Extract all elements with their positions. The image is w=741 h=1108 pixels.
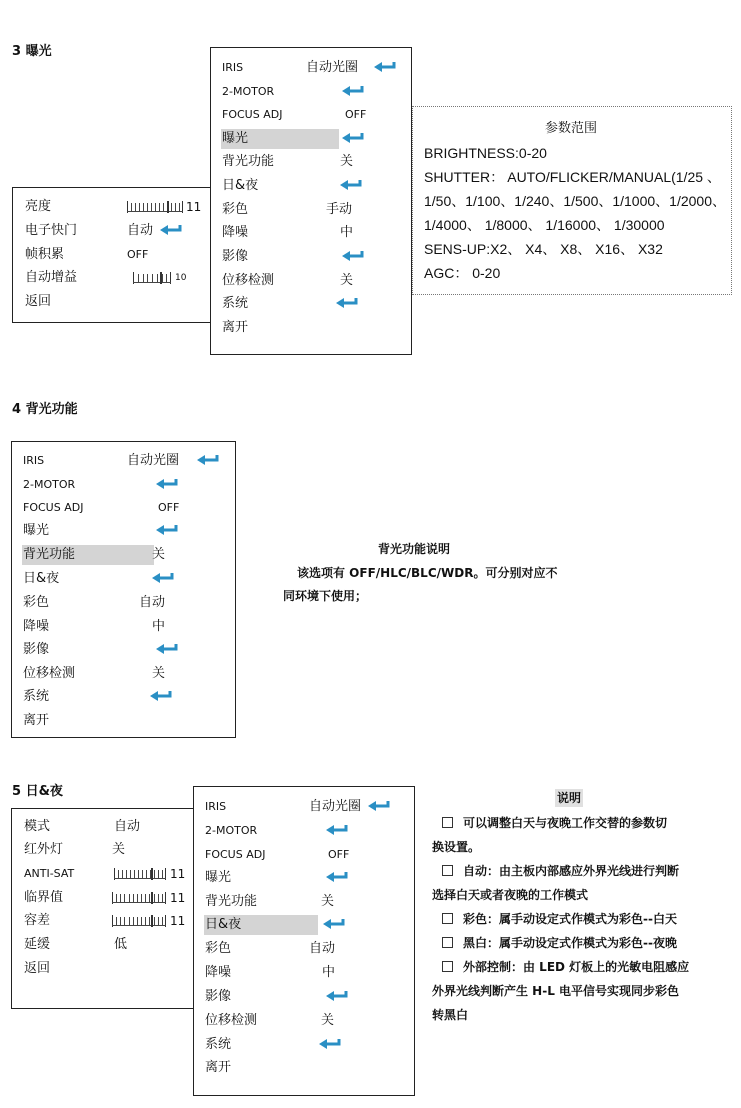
submenu-item-ir-led[interactable]: 红外灯 关 [24, 842, 126, 857]
submenu-item-tolerance[interactable]: 容差 11 [24, 913, 186, 928]
menu-item-focus-adj[interactable]: FOCUS ADJ OFF [205, 848, 350, 861]
notes-title: 说明 [557, 791, 582, 805]
menu-item-exposure[interactable]: 曝光 [222, 129, 402, 149]
menu-item-system[interactable]: 系统 [205, 1035, 405, 1055]
checkbox-icon [442, 913, 453, 924]
menu-item-exit[interactable]: 离开 [23, 713, 50, 728]
menu-item-noise-reduction[interactable]: 降噪 中 [205, 965, 336, 980]
enter-arrow-icon [341, 249, 367, 261]
backlight-desc-line1: 该选项有 OFF/HLC/BLC/WDR。可分别对应不 [297, 566, 558, 580]
checkbox-icon [442, 937, 453, 948]
enter-arrow-icon [325, 823, 351, 835]
note-line: 选择白天或者夜晚的工作模式 [432, 888, 589, 902]
menu-item-exposure[interactable]: 曝光 [23, 521, 223, 541]
parameter-range-box [412, 106, 732, 295]
submenu-item-return[interactable]: 返回 [25, 294, 52, 309]
enter-arrow-icon [373, 60, 399, 72]
menu-item-motion-detect[interactable]: 位移检测 关 [222, 273, 354, 288]
submenu-item-return[interactable]: 返回 [24, 961, 51, 976]
menu-item-exit[interactable]: 离开 [222, 320, 249, 335]
note-line: 转黑白 [432, 1008, 469, 1022]
submenu-item-frame-accum[interactable]: 帧积累 OFF [25, 247, 149, 262]
day-night-sub-menu [11, 808, 195, 1009]
enter-arrow-icon [339, 178, 365, 190]
menu-item-noise-reduction[interactable]: 降噪 中 [222, 225, 354, 240]
enter-arrow-icon [325, 870, 351, 882]
section-5-heading: 5 日&夜 [12, 784, 63, 799]
section-3-main-menu [210, 47, 412, 355]
enter-arrow-icon [155, 477, 181, 489]
submenu-item-brightness[interactable]: 亮度 11 [25, 199, 202, 214]
menu-item-image[interactable]: 影像 [205, 987, 405, 1007]
exposure-sub-menu [12, 187, 211, 323]
enter-arrow-icon [335, 296, 361, 308]
checkbox-icon [442, 961, 453, 972]
menu-item-motion-detect[interactable]: 位移检测 关 [23, 666, 166, 681]
menu-item-focus-adj[interactable]: FOCUS ADJ OFF [222, 108, 367, 121]
note-line: 彩色：属手动设定式作模式为彩色--白天 [442, 910, 677, 927]
menu-item-2-motor[interactable]: 2-MOTOR [222, 82, 402, 102]
enter-arrow-icon [155, 642, 181, 654]
menu-item-day-night[interactable]: 日&夜 [222, 176, 402, 196]
menu-item-backlight[interactable]: 背光功能 关 [23, 547, 166, 562]
checkbox-icon [442, 817, 453, 828]
submenu-item-mode[interactable]: 模式 自动 [24, 819, 141, 834]
parameter-range-text: BRIGHTNESS:0-20 SHUTTER： AUTO/FLICKER/MANUAL(1/25 、 1/50、1/100、1/240、1/500、1/1000、1/2000、 1/4000、 1/8000、 1/16000、 1/30000 SENS-UP:X2、 X4、 X8、 X16、 X32 AGC： 0-20 [424, 145, 726, 281]
menu-item-2-motor[interactable]: 2-MOTOR [205, 821, 405, 841]
slider-bar-icon[interactable] [114, 868, 166, 880]
note-line: 可以调整白天与夜晚工作交替的参数切 [442, 814, 667, 831]
submenu-item-delay[interactable]: 延缓 低 [24, 937, 128, 952]
menu-item-focus-adj[interactable]: FOCUS ADJ OFF [23, 501, 180, 514]
menu-item-iris[interactable]: IRIS 自动光圈 [222, 58, 402, 78]
enter-arrow-icon [367, 799, 393, 811]
note-line: 黑白：属手动设定式作模式为彩色--夜晚 [442, 934, 677, 951]
menu-item-backlight[interactable]: 背光功能 关 [222, 154, 354, 169]
menu-item-backlight[interactable]: 背光功能 关 [205, 894, 335, 909]
menu-item-day-night[interactable]: 日&夜 [23, 569, 223, 589]
enter-arrow-icon [322, 917, 348, 929]
menu-item-motion-detect[interactable]: 位移检测 关 [205, 1013, 335, 1028]
backlight-desc-title: 背光功能说明 [378, 542, 451, 556]
submenu-item-threshold[interactable]: 临界值 11 [24, 890, 186, 905]
parameter-range-title: 参数范围 [545, 121, 598, 136]
section-5-main-menu [193, 786, 415, 1096]
enter-arrow-icon [159, 223, 185, 235]
menu-item-color[interactable]: 彩色 自动 [205, 941, 336, 956]
enter-arrow-icon [341, 131, 367, 143]
menu-item-color[interactable]: 彩色 手动 [222, 202, 353, 217]
menu-item-exit[interactable]: 离开 [205, 1060, 232, 1075]
enter-arrow-icon [155, 523, 181, 535]
slider-bar-icon[interactable] [112, 915, 166, 927]
section-4-menu [11, 441, 236, 738]
slider-bar-icon[interactable] [133, 272, 171, 284]
menu-item-2-motor[interactable]: 2-MOTOR [23, 475, 223, 495]
menu-item-noise-reduction[interactable]: 降噪 中 [23, 619, 166, 634]
note-line: 自动：由主板内部感应外界光线进行判断 [442, 862, 679, 879]
enter-arrow-icon [318, 1037, 344, 1049]
enter-arrow-icon [196, 453, 222, 465]
menu-item-system[interactable]: 系统 [23, 687, 223, 707]
slider-bar-icon[interactable] [127, 201, 183, 213]
enter-arrow-icon [341, 84, 367, 96]
menu-item-system[interactable]: 系统 [222, 294, 402, 314]
checkbox-icon [442, 865, 453, 876]
menu-item-day-night[interactable]: 日&夜 [205, 915, 405, 935]
enter-arrow-icon [151, 571, 177, 583]
submenu-item-anti-sat[interactable]: ANTI-SAT 11 [24, 867, 186, 881]
submenu-item-shutter[interactable]: 电子快门 自动 [25, 221, 205, 241]
note-line: 外部控制：由 LED 灯板上的光敏电阻感应 [442, 958, 689, 975]
menu-item-image[interactable]: 影像 [222, 247, 402, 267]
menu-item-color[interactable]: 彩色 自动 [23, 595, 166, 610]
menu-item-exposure[interactable]: 曝光 [205, 868, 405, 888]
note-line: 外界光线判断产生 H-L 电平信号实现同步彩色 [432, 984, 680, 998]
enter-arrow-icon [149, 689, 175, 701]
menu-item-iris[interactable]: IRIS 自动光圈 [23, 451, 223, 471]
menu-item-image[interactable]: 影像 [23, 640, 223, 660]
note-line: 换设置。 [432, 840, 481, 854]
section-3-heading: 3 曝光 [12, 44, 52, 59]
submenu-item-agc[interactable]: 自动增益 10 [25, 270, 187, 285]
menu-item-iris[interactable]: IRIS 自动光圈 [205, 797, 405, 817]
slider-bar-icon[interactable] [112, 892, 166, 904]
section-4-heading: 4 背光功能 [12, 402, 78, 417]
enter-arrow-icon [325, 989, 351, 1001]
backlight-desc-line2: 同环境下使用； [283, 589, 368, 603]
